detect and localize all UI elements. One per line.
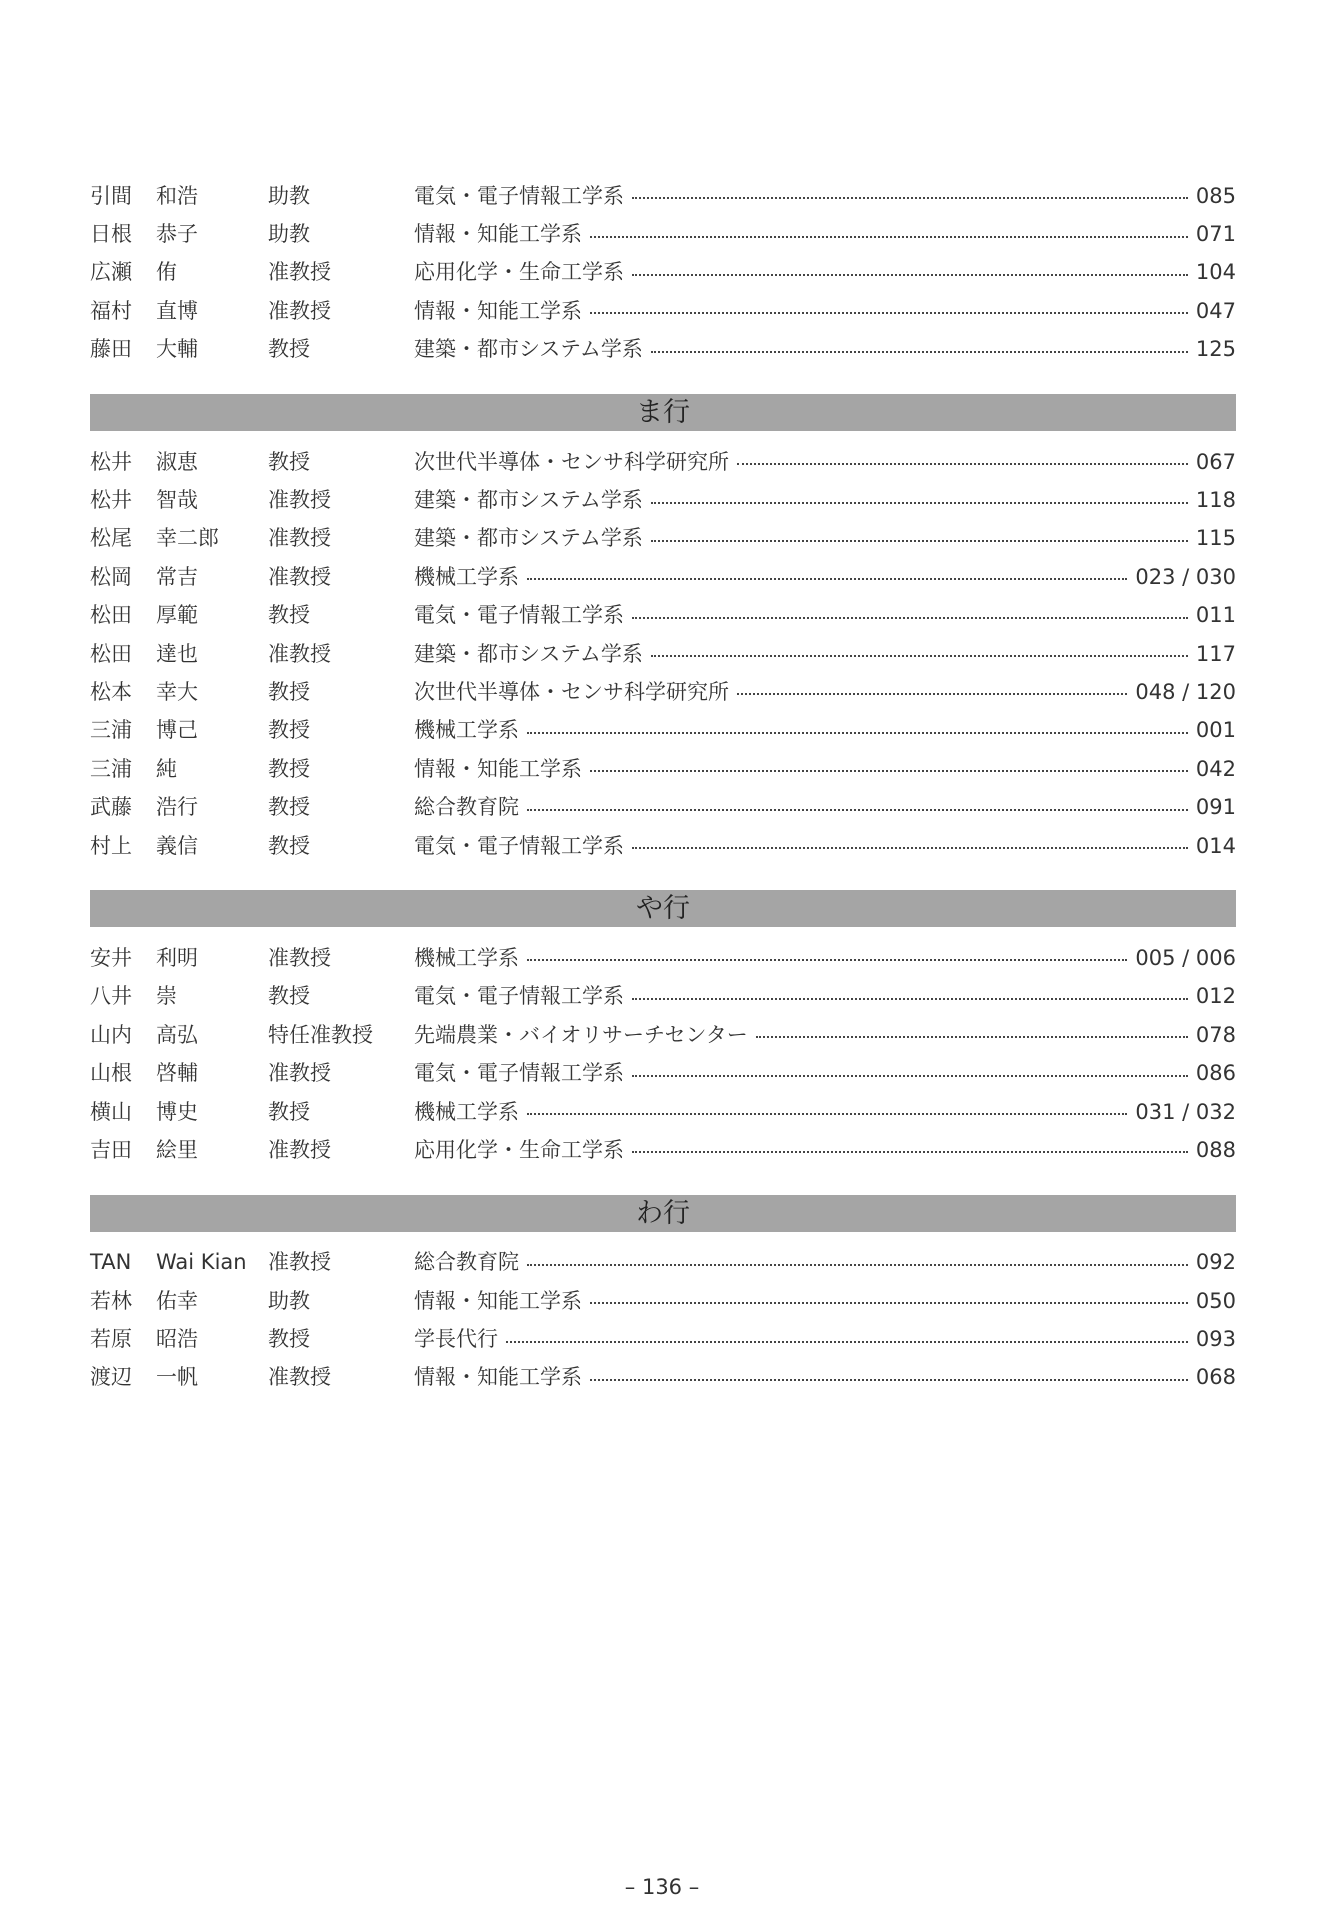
page-reference: 005 / 006 xyxy=(1135,945,1236,970)
job-title: 准教授 xyxy=(268,1061,331,1086)
job-title: 准教授 xyxy=(268,260,331,285)
job-title: 教授 xyxy=(268,718,310,743)
job-title: 准教授 xyxy=(268,298,331,323)
job-title: 教授 xyxy=(268,1327,310,1352)
job-title: 准教授 xyxy=(268,488,331,513)
department: 先端農業・バイオリサーチセンター xyxy=(414,1022,748,1047)
job-title: 准教授 xyxy=(268,564,331,589)
page-reference: 050 xyxy=(1195,1288,1236,1313)
index-entry xyxy=(90,1093,1236,1131)
surname: 三浦 xyxy=(90,756,132,781)
index-entry xyxy=(90,673,1236,711)
index-entry xyxy=(90,939,1236,977)
dot-leader xyxy=(527,1264,1188,1266)
dot-leader xyxy=(632,847,1188,849)
page-reference: 031 / 032 xyxy=(1135,1099,1236,1124)
surname: 松井 xyxy=(90,449,132,474)
job-title: 教授 xyxy=(268,795,310,820)
surname: 広瀬 xyxy=(90,260,132,285)
dot-leader xyxy=(632,274,1188,276)
given-name: 義信 xyxy=(156,833,198,858)
page-reference: 068 xyxy=(1195,1365,1236,1390)
page-reference: 091 xyxy=(1195,795,1236,820)
page-reference: 014 xyxy=(1195,833,1236,858)
surname: 山根 xyxy=(90,1061,132,1086)
department: 情報・知能工学系 xyxy=(414,298,582,323)
page-reference: 085 xyxy=(1195,183,1236,208)
given-name: 大輔 xyxy=(156,337,198,362)
surname: 山内 xyxy=(90,1022,132,1047)
department: 電気・電子情報工学系 xyxy=(414,833,624,858)
surname: 松田 xyxy=(90,641,132,666)
page-number: – 136 – xyxy=(624,1875,700,1899)
index-entry xyxy=(90,635,1236,673)
department: 学長代行 xyxy=(414,1327,498,1352)
page-reference: 048 / 120 xyxy=(1135,679,1236,704)
dot-leader xyxy=(737,463,1188,465)
section-header: わ行 xyxy=(90,1195,1236,1232)
surname: 引間 xyxy=(90,183,132,208)
dot-leader xyxy=(651,351,1188,353)
surname: 横山 xyxy=(90,1099,132,1124)
department: 機械工学系 xyxy=(414,1099,519,1124)
given-name: 浩行 xyxy=(156,795,198,820)
dot-leader xyxy=(590,1302,1188,1304)
index-entry xyxy=(90,1359,1236,1397)
surname: 藤田 xyxy=(90,337,132,362)
index-entry xyxy=(90,254,1236,292)
index-entry xyxy=(90,558,1236,596)
given-name: 智哉 xyxy=(156,488,198,513)
given-name: 利明 xyxy=(156,945,198,970)
index-entry xyxy=(90,827,1236,865)
job-title: 特任准教授 xyxy=(268,1022,373,1047)
department: 応用化学・生命工学系 xyxy=(414,260,624,285)
page-reference: 001 xyxy=(1195,718,1236,743)
dot-leader xyxy=(632,617,1188,619)
faculty-index xyxy=(90,177,1236,1397)
given-name: 崇 xyxy=(156,984,177,1009)
department: 建築・都市システム学系 xyxy=(414,526,643,551)
page-reference: 011 xyxy=(1195,603,1236,628)
given-name: 淑恵 xyxy=(156,449,198,474)
surname: 吉田 xyxy=(90,1137,132,1162)
index-group xyxy=(90,890,1236,1169)
given-name: 達也 xyxy=(156,641,198,666)
given-name: 幸大 xyxy=(156,679,198,704)
job-title: 教授 xyxy=(268,1099,310,1124)
dot-leader xyxy=(590,1379,1188,1381)
section-header: ま行 xyxy=(90,394,1236,431)
dot-leader xyxy=(527,809,1188,811)
given-name: 恭子 xyxy=(156,222,198,247)
job-title: 教授 xyxy=(268,756,310,781)
department: 建築・都市システム学系 xyxy=(414,488,643,513)
dot-leader xyxy=(527,1113,1127,1115)
dot-leader xyxy=(527,732,1188,734)
department: 建築・都市システム学系 xyxy=(414,641,643,666)
dot-leader xyxy=(632,197,1188,199)
surname: 若林 xyxy=(90,1288,132,1313)
dot-leader xyxy=(756,1036,1188,1038)
given-name: 博史 xyxy=(156,1099,198,1124)
given-name: 博己 xyxy=(156,718,198,743)
surname: 安井 xyxy=(90,945,132,970)
page-reference: 067 xyxy=(1195,449,1236,474)
surname: 福村 xyxy=(90,298,132,323)
surname: 村上 xyxy=(90,833,132,858)
index-entry xyxy=(90,1320,1236,1358)
department: 建築・都市システム学系 xyxy=(414,337,643,362)
dot-leader xyxy=(527,578,1127,580)
dot-leader xyxy=(590,236,1188,238)
index-entry xyxy=(90,177,1236,215)
section-header: や行 xyxy=(90,890,1236,927)
index-entry xyxy=(90,1016,1236,1054)
page-reference: 117 xyxy=(1195,641,1236,666)
job-title: 助教 xyxy=(268,183,310,208)
page-reference: 118 xyxy=(1195,488,1236,513)
page-reference: 088 xyxy=(1195,1137,1236,1162)
department: 機械工学系 xyxy=(414,564,519,589)
page-reference: 023 / 030 xyxy=(1135,564,1236,589)
index-entry xyxy=(90,1131,1236,1169)
given-name: 一帆 xyxy=(156,1365,198,1390)
department: 次世代半導体・センサ科学研究所 xyxy=(414,679,729,704)
surname: 渡辺 xyxy=(90,1365,132,1390)
given-name: 昭浩 xyxy=(156,1327,198,1352)
department: 次世代半導体・センサ科学研究所 xyxy=(414,449,729,474)
dot-leader xyxy=(506,1341,1188,1343)
page-reference: 125 xyxy=(1195,337,1236,362)
department: 電気・電子情報工学系 xyxy=(414,984,624,1009)
dot-leader xyxy=(632,998,1188,1000)
page-reference: 086 xyxy=(1195,1061,1236,1086)
dot-leader xyxy=(632,1075,1188,1077)
dot-leader xyxy=(590,770,1188,772)
job-title: 教授 xyxy=(268,679,310,704)
given-name: 和浩 xyxy=(156,183,198,208)
surname: 八井 xyxy=(90,984,132,1009)
given-name: 純 xyxy=(156,756,177,781)
dot-leader xyxy=(651,655,1188,657)
index-group xyxy=(90,177,1236,369)
surname: 武藤 xyxy=(90,795,132,820)
page-reference: 115 xyxy=(1195,526,1236,551)
index-entry xyxy=(90,481,1236,519)
index-entry xyxy=(90,978,1236,1016)
department: 総合教育院 xyxy=(414,795,519,820)
job-title: 教授 xyxy=(268,449,310,474)
index-entry xyxy=(90,1054,1236,1092)
job-title: 准教授 xyxy=(268,1137,331,1162)
surname: 松尾 xyxy=(90,526,132,551)
job-title: 教授 xyxy=(268,984,310,1009)
given-name: 厚範 xyxy=(156,603,198,628)
department: 情報・知能工学系 xyxy=(414,222,582,247)
surname: 松本 xyxy=(90,679,132,704)
job-title: 助教 xyxy=(268,222,310,247)
dot-leader xyxy=(527,959,1127,961)
index-entry xyxy=(90,215,1236,253)
index-entry xyxy=(90,750,1236,788)
department: 機械工学系 xyxy=(414,945,519,970)
department: 情報・知能工学系 xyxy=(414,1365,582,1390)
department: 応用化学・生命工学系 xyxy=(414,1137,624,1162)
index-entry xyxy=(90,1282,1236,1320)
surname: 松岡 xyxy=(90,564,132,589)
page-reference: 104 xyxy=(1195,260,1236,285)
given-name: 幸二郎 xyxy=(156,526,219,551)
given-name: 常吉 xyxy=(156,564,198,589)
job-title: 助教 xyxy=(268,1288,310,1313)
surname: TAN xyxy=(90,1250,132,1275)
job-title: 教授 xyxy=(268,833,310,858)
surname: 松田 xyxy=(90,603,132,628)
index-entry xyxy=(90,331,1236,369)
given-name: 佑幸 xyxy=(156,1288,198,1313)
page-reference: 012 xyxy=(1195,984,1236,1009)
page-reference: 071 xyxy=(1195,222,1236,247)
page-reference: 093 xyxy=(1195,1327,1236,1352)
given-name: Wai Kian xyxy=(156,1250,247,1275)
page-reference: 042 xyxy=(1195,756,1236,781)
given-name: 絵里 xyxy=(156,1137,198,1162)
surname: 若原 xyxy=(90,1327,132,1352)
dot-leader xyxy=(632,1151,1188,1153)
department: 情報・知能工学系 xyxy=(414,1288,582,1313)
given-name: 高弘 xyxy=(156,1022,198,1047)
index-group xyxy=(90,394,1236,865)
surname: 三浦 xyxy=(90,718,132,743)
index-entry xyxy=(90,597,1236,635)
department: 情報・知能工学系 xyxy=(414,756,582,781)
index-entry xyxy=(90,1244,1236,1282)
page-reference: 047 xyxy=(1195,298,1236,323)
index-entry xyxy=(90,712,1236,750)
job-title: 教授 xyxy=(268,603,310,628)
given-name: 直博 xyxy=(156,298,198,323)
department: 機械工学系 xyxy=(414,718,519,743)
surname: 松井 xyxy=(90,488,132,513)
job-title: 准教授 xyxy=(268,641,331,666)
department: 電気・電子情報工学系 xyxy=(414,1061,624,1086)
department: 電気・電子情報工学系 xyxy=(414,183,624,208)
index-entry xyxy=(90,520,1236,558)
index-entry xyxy=(90,788,1236,826)
given-name: 啓輔 xyxy=(156,1061,198,1086)
page-reference: 092 xyxy=(1195,1250,1236,1275)
given-name: 侑 xyxy=(156,260,177,285)
dot-leader xyxy=(737,693,1127,695)
dot-leader xyxy=(651,502,1188,504)
job-title: 准教授 xyxy=(268,1250,331,1275)
surname: 日根 xyxy=(90,222,132,247)
department: 電気・電子情報工学系 xyxy=(414,603,624,628)
job-title: 准教授 xyxy=(268,945,331,970)
index-entry xyxy=(90,292,1236,330)
dot-leader xyxy=(590,312,1188,314)
index-group xyxy=(90,1195,1236,1398)
dot-leader xyxy=(651,540,1188,542)
page-reference: 078 xyxy=(1195,1022,1236,1047)
department: 総合教育院 xyxy=(414,1250,519,1275)
job-title: 教授 xyxy=(268,337,310,362)
index-entry xyxy=(90,443,1236,481)
job-title: 准教授 xyxy=(268,1365,331,1390)
job-title: 准教授 xyxy=(268,526,331,551)
